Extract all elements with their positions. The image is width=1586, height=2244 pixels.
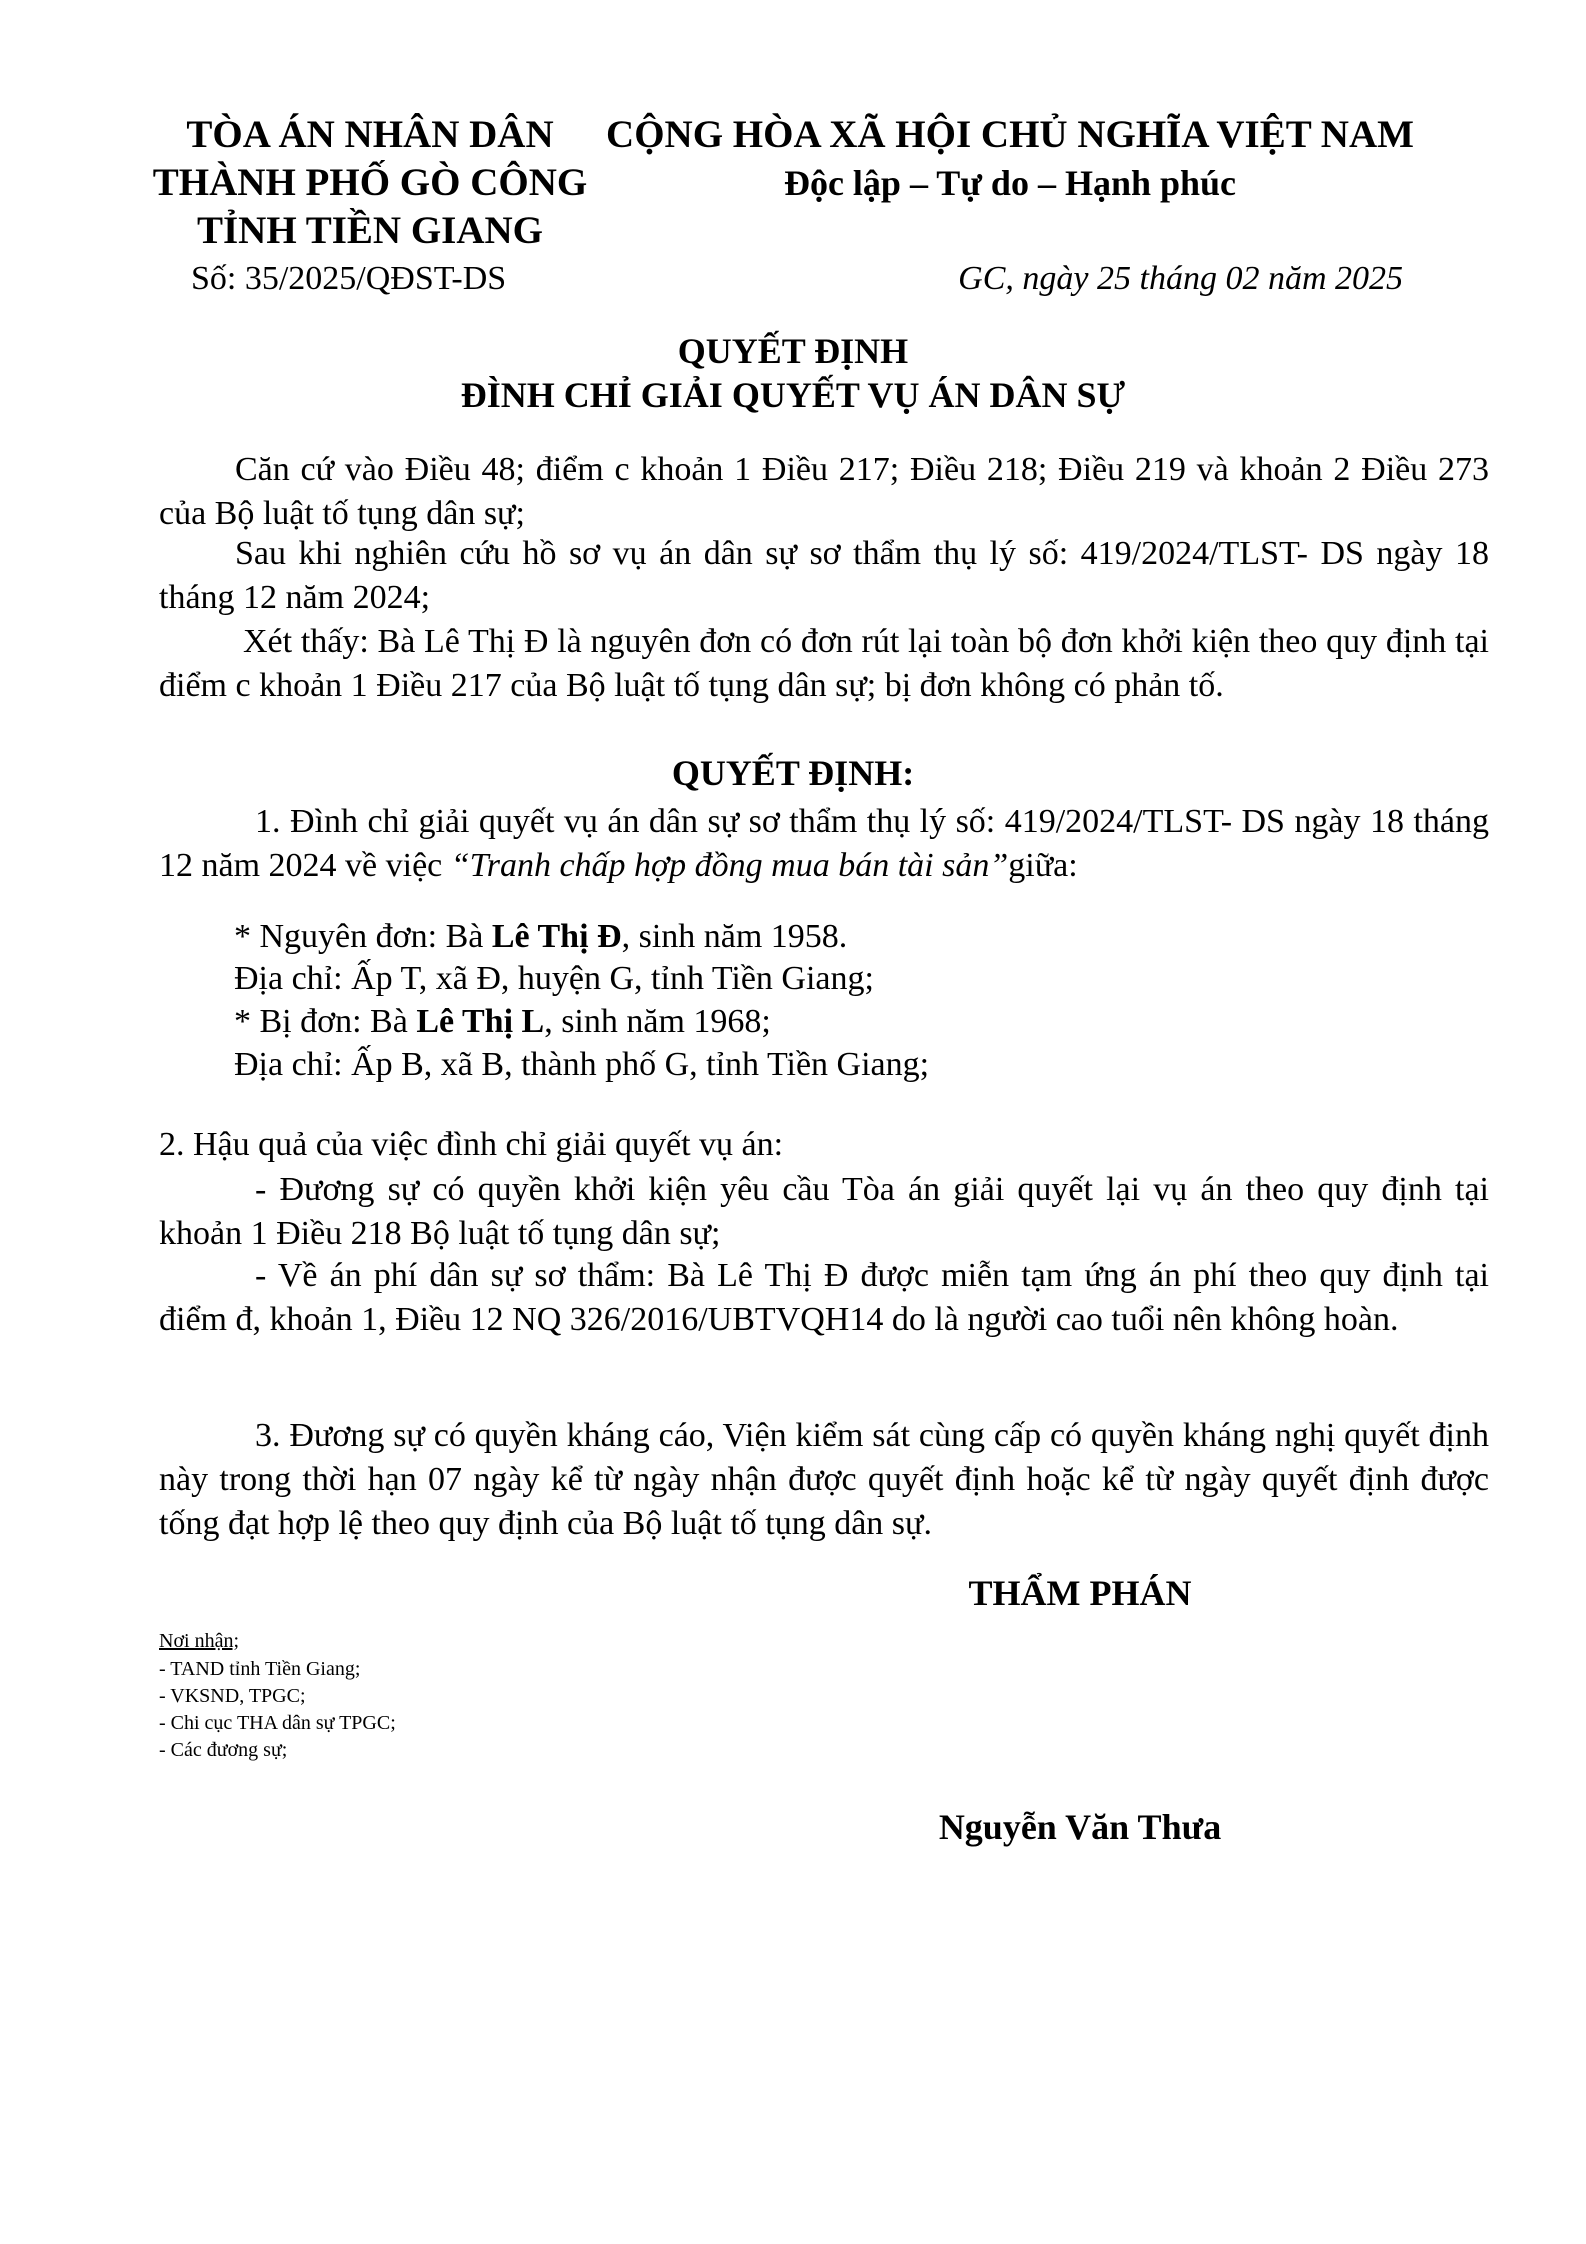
plaintiff-suffix: , sinh năm 1958. <box>621 918 848 955</box>
national-motto: Độc lập – Tự do – Hạnh phúc <box>783 163 1237 203</box>
document-subtitle: ĐÌNH CHỈ GIẢI QUYẾT VỤ ÁN DÂN SỰ <box>460 375 1126 415</box>
plaintiff-prefix: * Nguyên đơn: Bà <box>234 918 492 955</box>
consequence-a: - Đương sự có quyền khởi kiện yêu cầu Tòa án giải quyết lại vụ án theo quy định tại khoản 1 Điều 218 Bộ luật tố tụng dân sự; <box>159 1171 1489 1252</box>
plaintiff-address: Địa chỉ: Ấp T, xã Đ, huyện G, tỉnh Tiền Giang; <box>234 960 874 997</box>
item1-text: 1. Đình chỉ giải quyết vụ án dân sự sơ thẩm thụ lý số: 419/2024/TLST- DS ngày 18 tháng 12 năm 2024 về việc <box>159 803 1489 884</box>
decision-number: Số: 35/2025/QĐST-DS <box>191 260 507 297</box>
defendant-address: Địa chỉ: Ấp B, xã B, thành phố G, tỉnh Tiền Giang; <box>234 1046 930 1083</box>
defendant-prefix: * Bị đơn: Bà <box>234 1003 417 1040</box>
plaintiff-line <box>234 918 847 956</box>
preamble-case-review: Sau khi nghiên cứu hồ sơ vụ án dân sự sơ thẩm thụ lý số: 419/2024/TLST- DS ngày 18 tháng 12 năm 2024; <box>159 535 1489 616</box>
consequences-heading: 2. Hậu quả của việc đình chỉ giải quyết vụ án: <box>159 1126 784 1163</box>
item1-case-type: “Tranh chấp hợp đồng mua bán tài sản” <box>450 847 1009 884</box>
appeal-right: 3. Đương sự có quyền kháng cáo, Viện kiểm sát cùng cấp có quyền kháng nghị quyết định này trong thời hạn 07 ngày kể từ ngày nhận được quyết định hoặc kể từ ngày quyết định được tống đạt hợp lệ theo quy định của Bộ luật tố tụng dân sự. <box>159 1417 1489 1542</box>
plaintiff-name: Lê Thị Đ <box>491 918 622 955</box>
signer-name: Nguyễn Văn Thưa <box>938 1807 1222 1847</box>
court-name-line1: TÒA ÁN NHÂN DÂN <box>186 113 554 156</box>
preamble-finding: Xét thấy: Bà Lê Thị Đ là nguyên đơn có đơn rút lại toàn bộ đơn khởi kiện theo quy định tại điểm c khoản 1 Điều 217 của Bộ luật tố tụng dân sự; bị đơn không có phản tố. <box>159 623 1489 704</box>
recipient-item: - TAND tỉnh Tiền Giang; <box>159 1658 361 1680</box>
court-name-line2: THÀNH PHỐ GÒ CÔNG <box>152 161 588 204</box>
defendant-suffix: , sinh năm 1968; <box>544 1003 771 1040</box>
recipients-heading: Nơi nhận; <box>159 1630 240 1652</box>
consequence-b: - Về án phí dân sự sơ thẩm: Bà Lê Thị Đ được miễn tạm ứng án phí theo quy định tại điểm đ, khoản 1, Điều 12 NQ 326/2016/UBTVQH14 do là người cao tuổi nên không hoàn. <box>159 1257 1489 1338</box>
recipient-item: - Các đương sự; <box>159 1739 288 1761</box>
defendant-line <box>234 1003 771 1041</box>
national-title: CỘNG HÒA XÃ HỘI CHỦ NGHĨA VIỆT NAM <box>606 113 1414 156</box>
signer-role: THẨM PHÁN <box>968 1573 1192 1613</box>
document-title: QUYẾT ĐỊNH <box>677 331 909 371</box>
preamble-legal-basis: Căn cứ vào Điều 48; điểm c khoản 1 Điều 217; Điều 218; Điều 219 và khoản 2 Điều 273 của Bộ luật tố tụng dân sự; <box>159 451 1489 532</box>
defendant-name: Lê Thị L <box>416 1003 545 1040</box>
recipient-item: - Chi cục THA dân sự TPGC; <box>159 1712 396 1734</box>
recipient-item: - VKSND, TPGC; <box>159 1685 306 1707</box>
court-name-line3: TỈNH TIỀN GIANG <box>196 209 544 252</box>
decision-date: GC, ngày 25 tháng 02 năm 2025 <box>958 260 1403 297</box>
decision-heading: QUYẾT ĐỊNH: <box>671 753 915 793</box>
decision-item-1 <box>159 800 1489 888</box>
item1-text-end: giữa: <box>1008 847 1078 884</box>
